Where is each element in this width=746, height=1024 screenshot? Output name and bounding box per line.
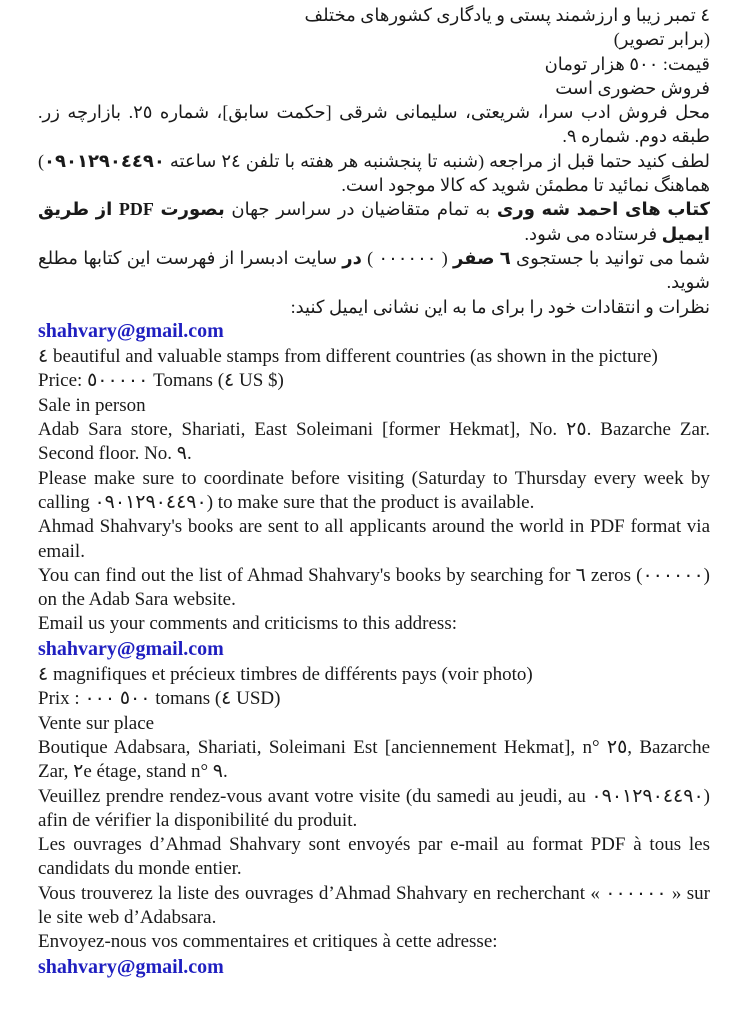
en-search-paragraph: You can find out the list of Ahmad Shahvary's books by searching for ٦ zeros (٠٠٠٠٠٠) on the Adab Sara website. bbox=[38, 564, 710, 611]
email-line-3 bbox=[38, 955, 710, 981]
fa-address-line: محل فروش ادب سرا، شریعتی، سلیمانی شرقی [حکمت سابق]، شماره ٢٥. بازارچه زر. طبقه دوم. شماره ٩. bbox=[38, 102, 710, 147]
en-books-paragraph: Ahmad Shahvary's books are sent to all applicants around the world in PDF format via email. bbox=[38, 516, 710, 562]
fa-search-text-end: سایت ادبسرا از فهرست این کتابها مطلع شوید. bbox=[38, 247, 710, 293]
fr-title-line: ٤ magnifiques et précieux timbres de différents pays (voir photo) bbox=[38, 664, 533, 686]
fr-comments-line: Envoyez-nous vos commentaires et critiques à cette adresse: bbox=[38, 931, 498, 953]
fr-search-paragraph: Vous trouverez la liste des ouvrages d’Ahmad Shahvary en recherchant « ٠٠٠٠٠٠ » sur le site web d’Adabsara. bbox=[38, 882, 710, 928]
fa-coordinate-paragraph bbox=[38, 149, 710, 198]
fa-coordinate-text-pre: لطف کنید حتما قبل از مراجعه (شنبه تا پنجشنبه هر هفته با تلفن ٢٤ ساعته bbox=[164, 150, 710, 171]
fa-in-word: در bbox=[342, 247, 362, 268]
email-line-1 bbox=[38, 319, 710, 345]
fa-books-paragraph bbox=[38, 197, 710, 246]
email-link-2[interactable]: shahvary@gmail.com bbox=[38, 637, 224, 660]
en-sale-line: Sale in person bbox=[38, 394, 146, 416]
fr-price-line: Prix : ٥٠٠ ٠٠٠ tomans (٤ USD) bbox=[38, 688, 281, 710]
fa-search-zeros: ( ٠٠٠٠٠٠ ) bbox=[361, 247, 453, 268]
fr-address-line: Boutique Adabsara, Shariati, Soleimani Est [anciennement Hekmat], n° ٢٥, Bazarche Zar, ٢e étage, stand n° ٩. bbox=[38, 736, 710, 783]
en-coordinate-paragraph: Please make sure to coordinate before visiting (Saturday to Thursday every week by calling ٠٩٠١٢٩٠٤٤٩٠) to make sure that the product is available. bbox=[38, 467, 710, 513]
fa-coordinate-text-post: ) هماهنگ نمائید تا مطمئن شوید که کالا موجود است. bbox=[38, 150, 710, 196]
en-title-line: ٤ beautiful and valuable stamps from different countries (as shown in the picture) bbox=[38, 346, 658, 368]
fa-books-text-end: فرستاده می شود. bbox=[524, 223, 662, 244]
fa-search-text-pre: شما می توانید با جستجوی bbox=[510, 247, 710, 268]
email-link-1[interactable]: shahvary@gmail.com bbox=[38, 319, 224, 342]
fa-price-line: قیمت: ٥٠٠ هزار تومان bbox=[544, 53, 710, 74]
fa-title-line: ٤ تمبر زیبا و ارزشمند پستی و یادگاری کشورهای مختلف bbox=[304, 5, 710, 25]
fa-phone-number: ٠٩٠١٢٩٠٤٤٩٠ bbox=[44, 150, 165, 171]
fa-author-name: کتاب های احمد شه وری bbox=[496, 199, 711, 220]
fa-pdf-email-phrase: بصورت PDF از طریق ایمیل bbox=[38, 199, 710, 244]
fr-sale-line: Vente sur place bbox=[38, 712, 155, 734]
fa-picture-note: (برابر تصویر) bbox=[613, 29, 710, 50]
en-price-line: Price: ٥٠٠٠٠٠ Tomans (٤ US $) bbox=[38, 370, 284, 392]
fa-search-paragraph bbox=[38, 246, 710, 295]
fr-coordinate-paragraph: Veuillez prendre rendez-vous avant votre visite (du samedi au jeudi, au ٠٩٠١٢٩٠٤٤٩٠) afin de vérifier la disponibilité du produit. bbox=[38, 785, 710, 831]
fa-comments-line: نظرات و انتقادات خود را برای ما به این نشانی ایمیل کنید: bbox=[290, 296, 710, 317]
email-line-2 bbox=[38, 637, 710, 663]
en-comments-line: Email us your comments and criticisms to this address: bbox=[38, 613, 457, 635]
fa-six-zeros-phrase: ٦ صفر bbox=[452, 247, 511, 268]
fa-sale-line: فروش حضوری است bbox=[555, 77, 710, 98]
fa-books-text-mid: به تمام متقاضیان در سراسر جهان bbox=[224, 199, 497, 220]
email-link-3[interactable]: shahvary@gmail.com bbox=[38, 955, 224, 978]
fr-books-paragraph: Les ouvrages d’Ahmad Shahvary sont envoyés par e-mail au format PDF à tous les candidats du monde entier. bbox=[38, 834, 710, 880]
en-address-line: Adab Sara store, Shariati, East Soleimani [former Hekmat], No. ٢٥. Bazarche Zar. Second floor. No. ٩. bbox=[38, 419, 711, 465]
